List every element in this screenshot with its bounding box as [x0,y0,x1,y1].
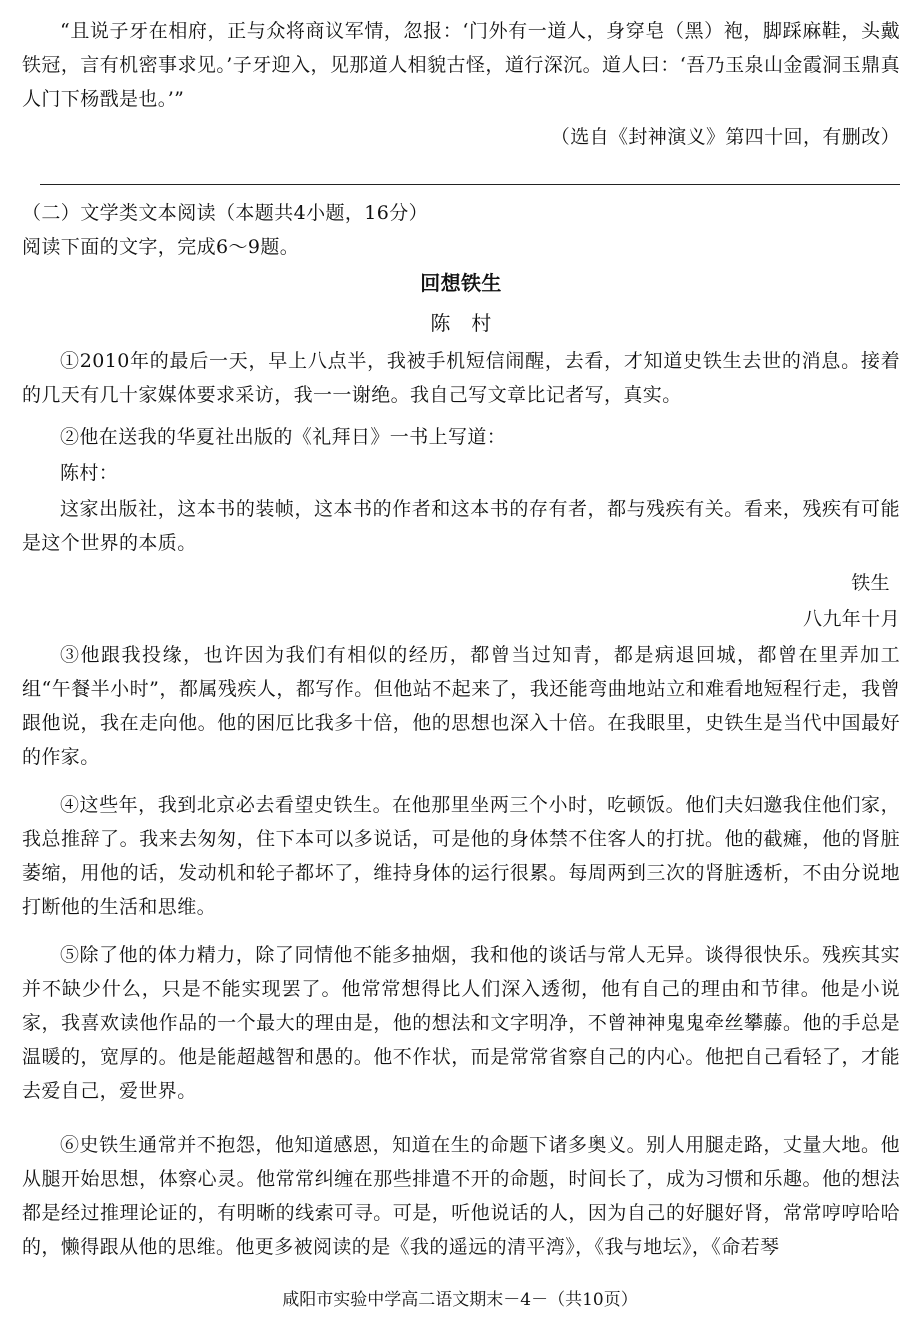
letter-date: 八九年十月 [802,608,900,630]
letter-signature: 铁生 [851,572,890,594]
letter-body: 这家出版社，这本书的装帧，这本书的作者和这本书的存有者，都与残疾有关。看来，残疾有可能是这个世界的本质。 [22,498,900,554]
section-divider [40,184,900,185]
excerpt-source: （选自《封神演义》第四十回，有删改） [550,126,900,148]
excerpt-paragraph: “且说子牙在相府，正与众将商议军情，忽报：‘门外有一道人，身穿皂（黑）袍，脚踩麻鞋，头戴铁冠，言有机密事求见。’子牙迎入，见那道人相貌古怪，道行深沉。道人曰：‘吾乃玉泉山金霞洞玉鼎真人门下杨戬是也。’” [22,20,900,110]
paragraph-2: ②他在送我的华夏社出版的《礼拜日》一书上写道： [60,426,507,448]
section-heading: （二）文学类文本阅读（本题共4小题，16分） [22,202,429,224]
paragraph-5: ⑤除了他的体力精力，除了同情他不能多抽烟，我和他的谈话与常人无异。谈得很快乐。残疾其实并不缺少什么，只是不能实现罢了。他常常想得比人们深入透彻，他有自己的理由和节律。他是小说家，我喜欢读他作品的一个最大的理由是，他的想法和文字明净，不曾神神鬼鬼牵丝攀藤。他的手总是温暖的，宽厚的。他是能超越智和愚的。他不作状，而是常常省察自己的内心。他把自己看轻了，才能去爱自己，爱世界。 [22,944,900,1102]
paragraph-3: ③他跟我投缘，也许因为我们有相似的经历，都曾当过知青，都是病退回城，都曾在里弄加工组“午餐半小时”，都属残疾人，都写作。但他站不起来了，我还能弯曲地站立和难看地短程行走，我曾跟他说，我在走向他。他的困厄比我多十倍，他的思想也深入十倍。在我眼里，史铁生是当代中国最好的作家。 [22,644,900,768]
letter-salutation: 陈村： [60,462,119,484]
paragraph-6: ⑥史铁生通常并不抱怨，他知道感恩，知道在生的命题下诸多奥义。别人用腿走路，丈量大地。他从腿开始思想，体察心灵。他常常纠缠在那些排遣不开的命题，时间长了，成为习惯和乐趣。他的想法都是经过推理论证的，有明晰的线索可寻。可是，听他说话的人，因为自己的好腿好肾，常常哼哼哈哈的，懒得跟从他的思维。他更多被阅读的是《我的遥远的清平湾》，《我与地坛》，《命若琴 [22,1134,900,1258]
article-author: 陈 村 [430,311,492,335]
paragraph-4: ④这些年，我到北京必去看望史铁生。在他那里坐两三个小时，吃顿饭。他们夫妇邀我住他们家，我总推辞了。我来去匆匆，住下本可以多说话，可是他的身体禁不住客人的打扰。他的截瘫，他的肾脏萎缩，用他的话，发动机和轮子都坏了，维持身体的运行很累。每周两到三次的肾脏透析，不由分说地打断他的生活和思维。 [22,794,900,918]
page-footer: 咸阳市实验中学高二语文期末－4－（共10页） [282,1290,638,1310]
paragraph-1: ①2010年的最后一天，早上八点半，我被手机短信闹醒，去看，才知道史铁生去世的消息。接着的几天有几十家媒体要求采访，我一一谢绝。我自己写文章比记者写，真实。 [22,350,900,406]
article-title: 回想铁生 [420,271,502,295]
section-instruction: 阅读下面的文字，完成6～9题。 [22,236,300,258]
